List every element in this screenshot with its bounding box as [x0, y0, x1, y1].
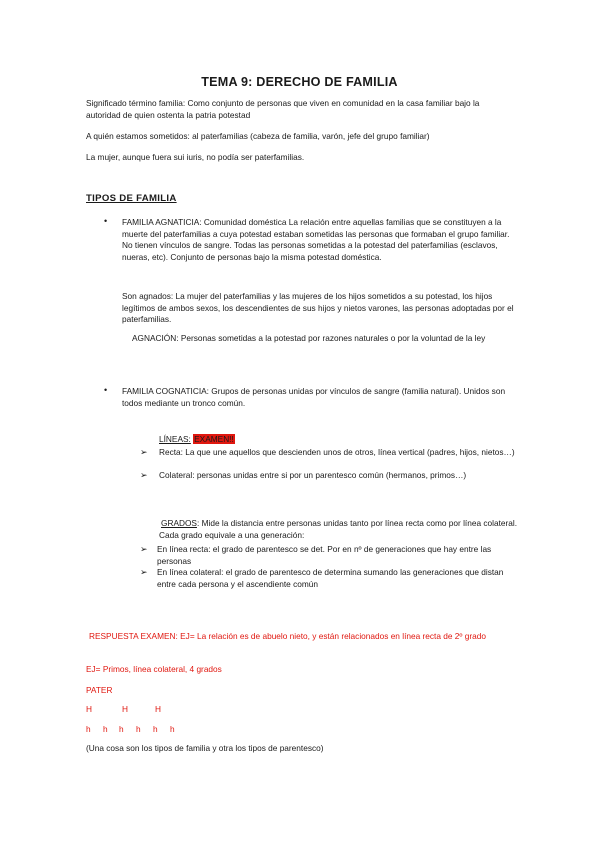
tree-h-lower: h	[153, 724, 158, 734]
bullet-dot: •	[104, 385, 108, 395]
bullet-dot: •	[104, 216, 108, 226]
grado-recta-item: En línea recta: el grado de parentesco se det. Por en nº de generaciones que hay entre las personas	[157, 544, 492, 566]
arrow-bullet-icon: ➢	[140, 567, 148, 577]
lineas-heading-row	[159, 434, 235, 446]
respuesta-line-1: RESPUESTA EXAMEN: EJ= La relación es de abuelo nieto, y están relacionados en línea recta de 2º grado	[89, 631, 486, 641]
section-heading-tipos: TIPOS DE FAMILIA	[86, 193, 177, 204]
agnacion-text: AGNACIÓN: Personas sometidas a la potestad por razones naturales o por la voluntad de la ley	[132, 333, 486, 343]
agnaticia-text: FAMILIA AGNATICIA: Comunidad doméstica La relación entre aquellas familias que se constituyen a la muerte del paterfamilias a cuya potestad estaban sometidas las personas que formaban el grupo familiar. No tienen vínculos de sangre. Todas las personas sometidas a la potestad del paterfamilias (esclavos, nueras, etc). Conjunto de personas bajo la misma potestad doméstica.	[122, 217, 510, 262]
respuesta-line-2: EJ= Primos, línea colateral, 4 grados	[86, 664, 222, 674]
tree-h-lower: h	[103, 724, 108, 734]
linea-recta-item: Recta: La que une aquellos que descienden unos de otros, línea vertical (padres, hijos, nietos…)	[159, 447, 515, 457]
grado-colateral-item: En línea colateral: el grado de parentesco de determina sumando las generaciones que distan entre cada persona y el ascendiente común	[157, 567, 504, 589]
grados-heading: GRADOS	[161, 518, 197, 528]
lineas-heading: LÍNEAS:	[159, 434, 191, 444]
linea-colateral-item: Colateral: personas unidas entre si por un parentesco común (hermanos, primos…)	[159, 470, 467, 480]
arrow-bullet-icon: ➢	[140, 544, 148, 554]
tree-h-upper: H	[86, 704, 92, 714]
arrow-bullet-icon: ➢	[140, 470, 148, 480]
cognaticia-text: FAMILIA COGNATICIA: Grupos de personas unidas por vínculos de sangre (familia natural). Unidos son todos mediante un tronco común.	[122, 386, 506, 408]
pater-label: PATER	[86, 685, 113, 695]
intro-mujer: La mujer, aunque fuera sui iuris, no podía ser paterfamilias.	[86, 152, 305, 162]
closing-note: (Una cosa son los tipos de familia y otra los tipos de parentesco)	[86, 743, 324, 753]
tree-h-upper: H	[155, 704, 161, 714]
tree-h-lower: h	[170, 724, 175, 734]
intro-sometidos: A quién estamos sometidos: al paterfamilias (cabeza de familia, varón, jefe del grupo familiar)	[86, 131, 430, 141]
tree-h-upper: H	[122, 704, 128, 714]
arrow-bullet-icon: ➢	[140, 447, 148, 457]
grados-text: : Mide la distancia entre personas unidas tanto por línea recta como por línea colateral. Cada grado equivale a una generación:	[159, 518, 518, 540]
intro-significado: Significado término familia: Como conjunto de personas que viven en comunidad en la casa familiar bajo la autoridad de quien ostenta la patria potestad	[86, 98, 480, 120]
tree-h-lower: h	[119, 724, 124, 734]
tree-h-lower: h	[136, 724, 141, 734]
tree-h-lower: h	[86, 724, 91, 734]
page-title: TEMA 9: DERECHO DE FAMILIA	[201, 75, 398, 89]
grados-paragraph	[159, 518, 519, 541]
agnados-text: Son agnados: La mujer del paterfamilias y las mujeres de los hijos sometidos a su potestad, los hijos legítimos de ambos sexos, los descendientes de sus hijos y nietos varones, las personas adoptadas por el paterfamilias.	[122, 291, 514, 324]
exam-badge: EXAMEN!!	[194, 434, 234, 444]
